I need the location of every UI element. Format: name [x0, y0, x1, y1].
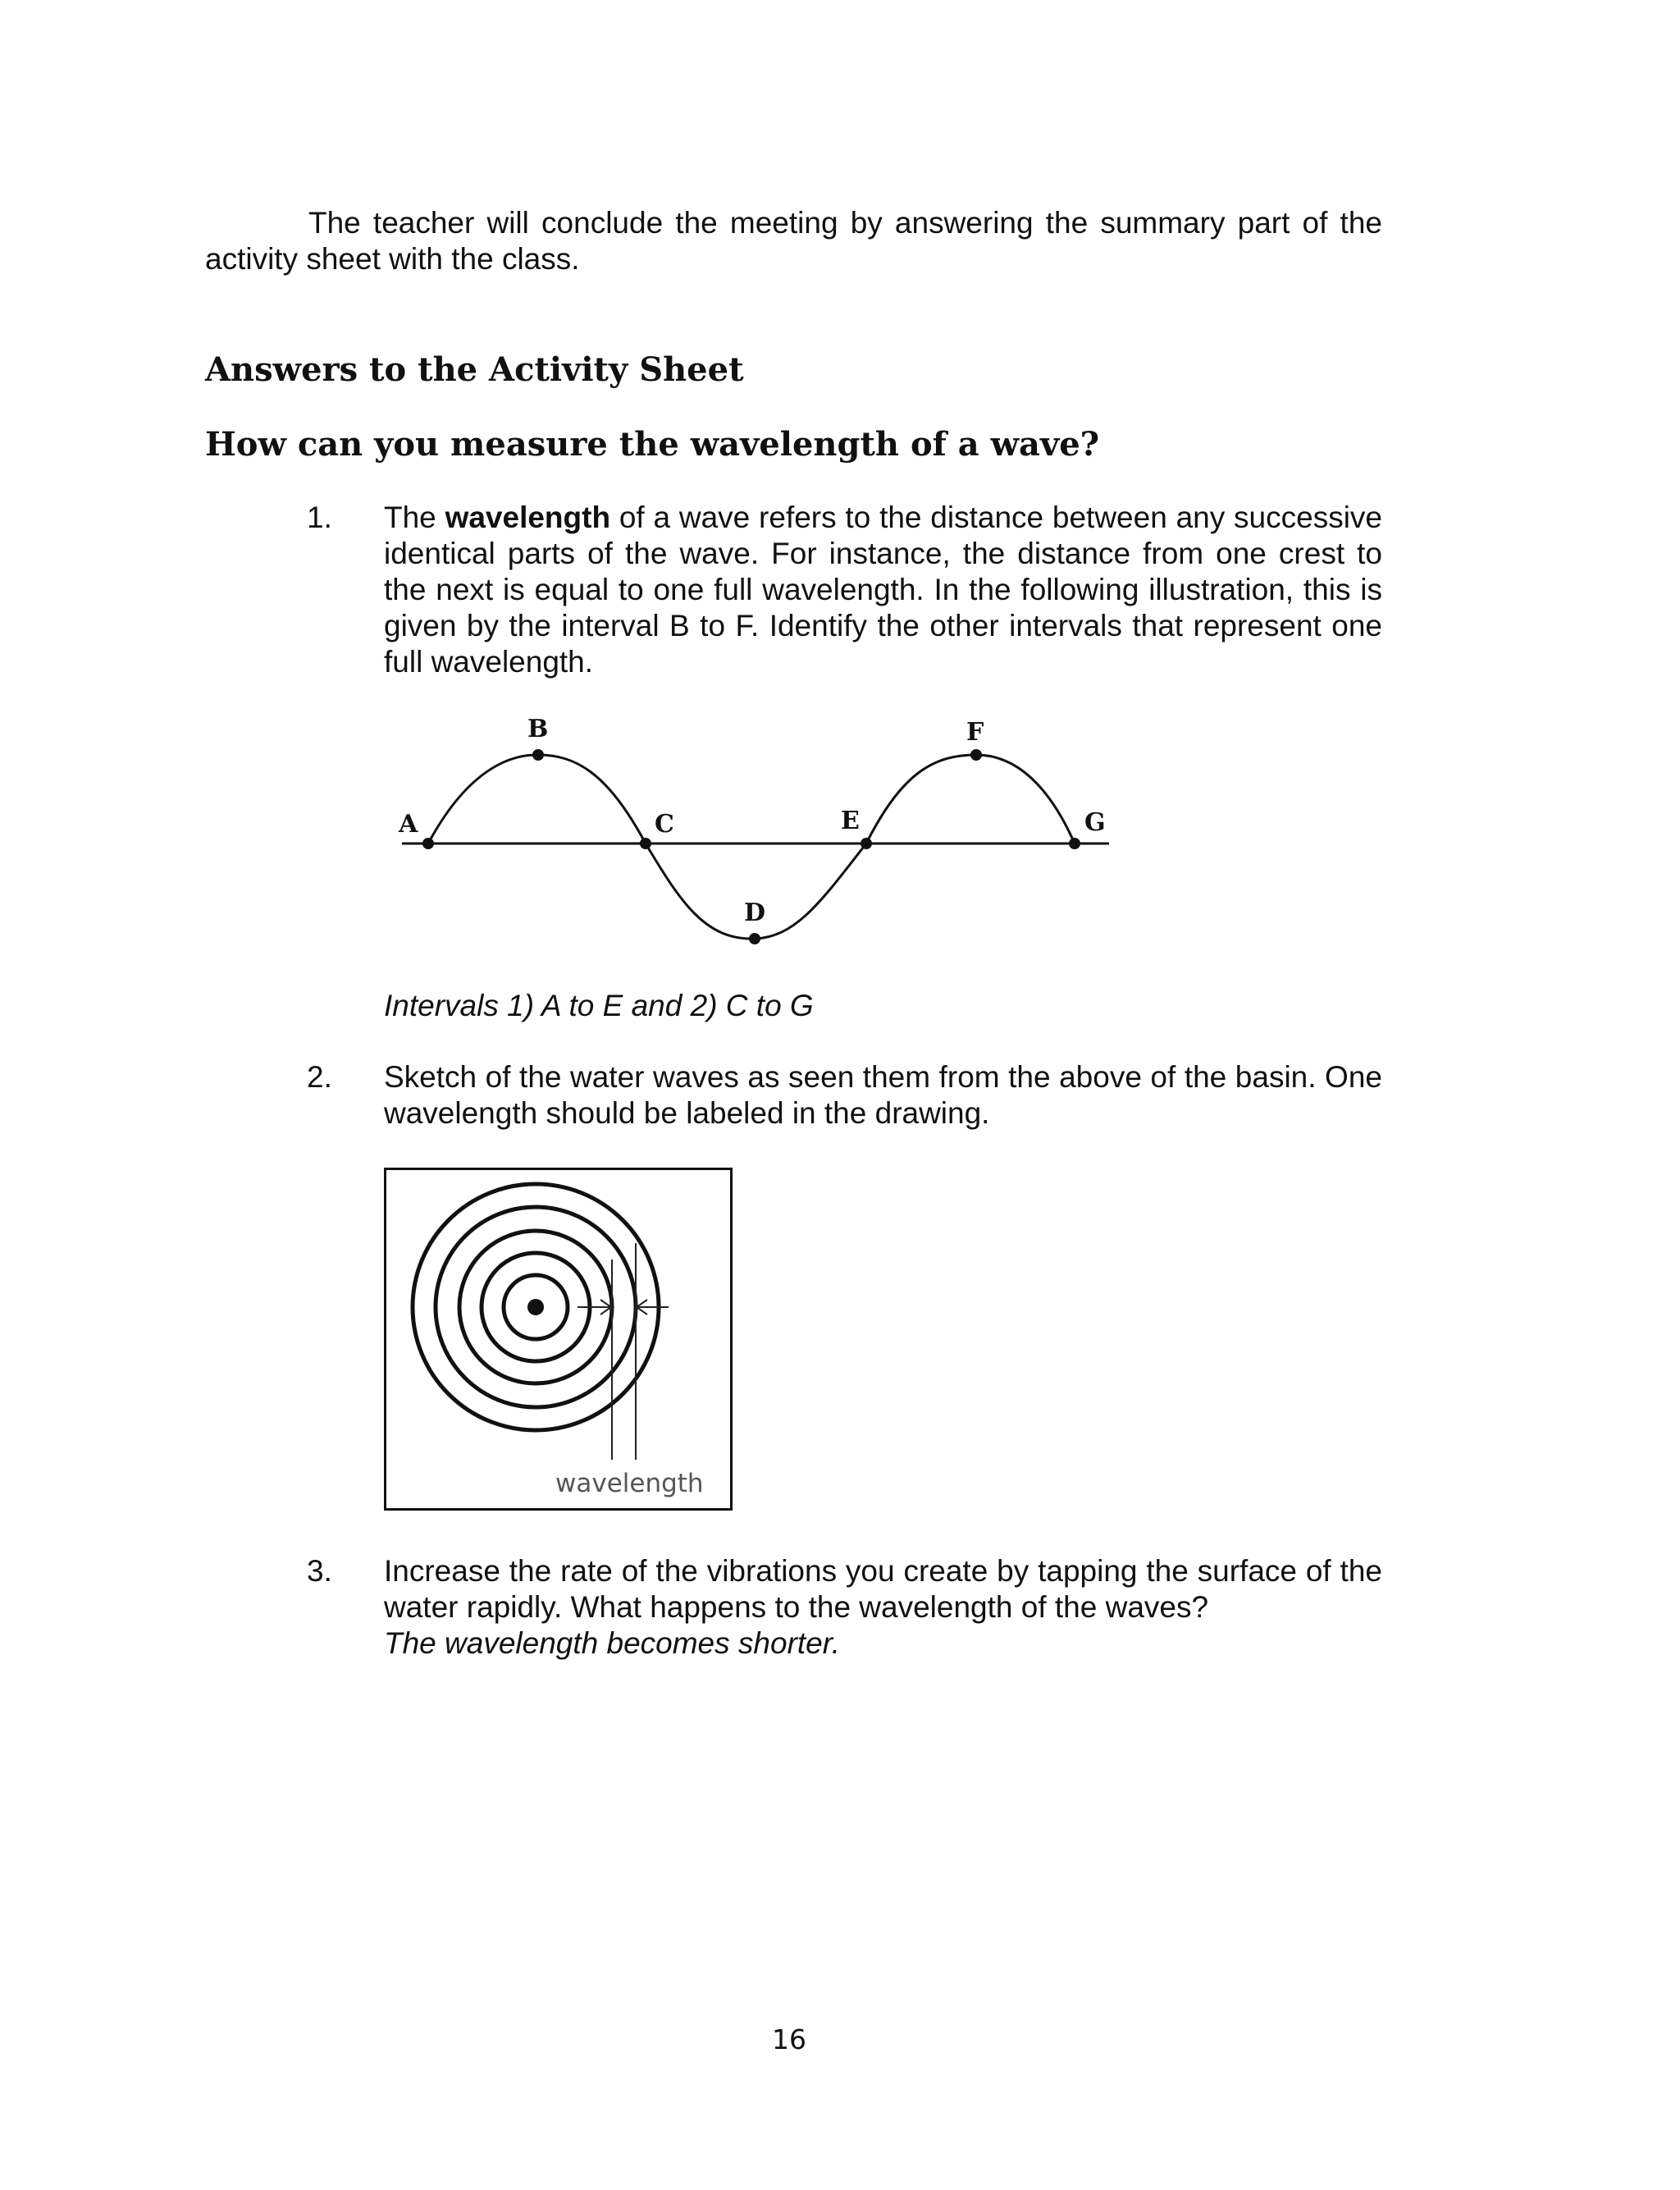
item-3-answer: The wavelength becomes shorter.: [384, 1626, 840, 1660]
point-d-dot: [749, 933, 760, 944]
point-c-dot: [640, 838, 651, 849]
label-f: F: [966, 718, 984, 747]
item-1-text: [384, 500, 1382, 680]
label-e: E: [841, 807, 860, 835]
ripple-frame: [386, 1169, 732, 1510]
label-b: B: [527, 715, 549, 743]
intro-text: The teacher will conclude the meeting by answering the summary part of the activity sheet with the class.: [205, 206, 1382, 276]
label-c: C: [655, 810, 674, 839]
page-number: 16: [772, 2023, 806, 2055]
wavelength-label: wavelength: [555, 1469, 704, 1498]
item-1-text-start: The: [384, 501, 445, 534]
point-b-dot: [532, 749, 544, 761]
answers-heading: Answers to the Activity Sheet: [205, 350, 744, 389]
point-g-dot: [1069, 838, 1080, 849]
point-a-dot: [422, 838, 434, 849]
item-1-number: 1.: [307, 501, 332, 534]
item-1-bold-term: wavelength: [445, 501, 611, 534]
label-g: G: [1084, 808, 1106, 837]
ripple-diagram: [384, 1168, 733, 1511]
item-2-number: 2.: [307, 1060, 332, 1094]
item-1-text-rest: of a wave refers to the distance between any successive identical parts of the wave. For instance, the distance from one crest to the next is equal to one full wavelength. In the following illustration, this is given by the interval B to F. Identify the other intervals that represent one full wavelength.: [384, 501, 1382, 679]
item-1-answer: Intervals 1) A to E and 2) C to G: [384, 989, 814, 1022]
item-2-text: Sketch of the water waves as seen them from the above of the basin. One wavelength should be labeled in the drawing.: [384, 1060, 1382, 1130]
label-a: A: [399, 810, 418, 839]
question-heading: How can you measure the wavelength of a wave?: [205, 425, 1100, 464]
ripple-source-dot: [527, 1299, 544, 1315]
item-3-text: Increase the rate of the vibrations you create by tapping the surface of the water rapidly. What happens to the wavelength of the waves?: [384, 1554, 1382, 1624]
point-f-dot: [970, 749, 982, 761]
point-e-dot: [861, 838, 872, 849]
wave-diagram: [394, 706, 1124, 968]
intro-paragraph: [205, 205, 1382, 277]
item-3-number: 3.: [307, 1554, 332, 1588]
label-d: D: [744, 898, 766, 927]
